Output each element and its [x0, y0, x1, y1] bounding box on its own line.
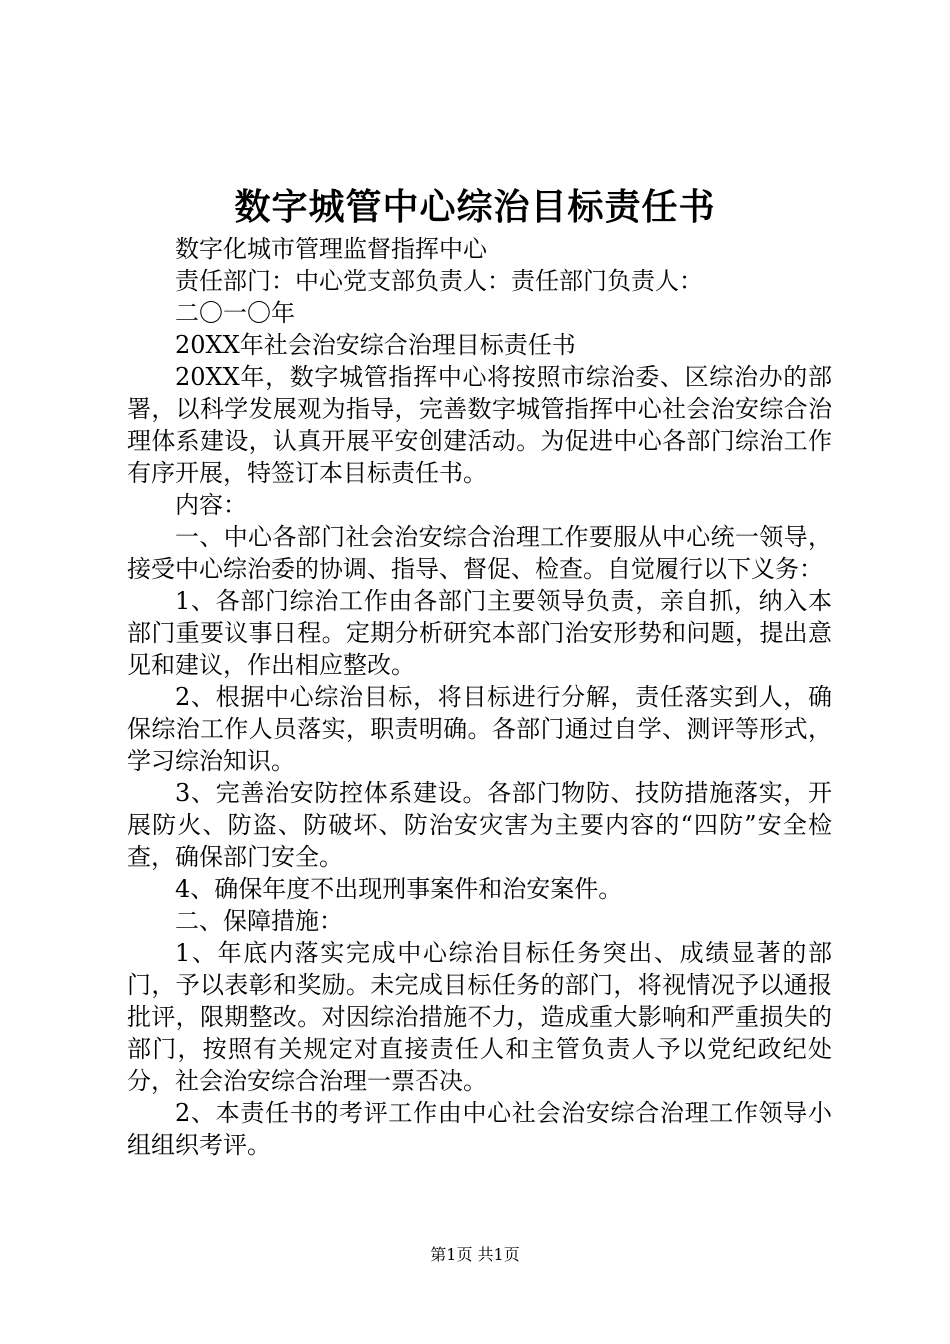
paragraph-measure-1: 1、年底内落实完成中心综治目标任务突出、成绩显著的部门，予以表彰和奖励。未完成目标任务的部门，将视情况予以通报批评，限期整改。对因综治措施不力，造成重大影响和严重损失的部门，按照有关规定对直接责任人和主管负责人予以党纪政纪处分，社会治安综合治理一票否决。 [127, 939, 832, 1095]
paragraph-section-one: 一、中心各部门社会治安综合治理工作要服从中心统一领导，接受中心综治委的协调、指导、督促、检查。自觉履行以下义务： [127, 523, 832, 583]
paragraph-item-3: 3、完善治安防控体系建设。各部门物防、技防措施落实，开展防火、防盗、防破坏、防治安灾害为主要内容的“四防”安全检查，确保部门安全。 [127, 779, 832, 871]
paragraph-subtitle: 20XX年社会治安综合治理目标责任书 [175, 331, 576, 359]
page-footer: 第1页 共1页 [430, 1245, 520, 1264]
paragraph-center-name: 数字化城市管理监督指挥中心 [175, 235, 487, 263]
paragraph-measure-2: 2、本责任书的考评工作由中心社会治安综合治理工作领导小组组织考评。 [127, 1099, 832, 1159]
paragraph-item-1: 1、各部门综治工作由各部门主要领导负责，亲自抓，纳入本部门重要议事日程。定期分析研究本部门治安形势和问题，提出意见和建议，作出相应整改。 [127, 587, 832, 679]
paragraph-item-4: 4、确保年度不出现刑事案件和治安案件。 [175, 875, 623, 903]
paragraph-responsible-dept: 责任部门：中心党支部负责人：责任部门负责人： [175, 267, 703, 295]
paragraph-item-2: 2、根据中心综治目标，将目标进行分解，责任落实到人，确保综治工作人员落实，职责明确。各部门通过自学、测评等形式，学习综治知识。 [127, 683, 832, 775]
document-body [127, 233, 832, 1161]
document-title: 数字城管中心综治目标责任书 [234, 187, 716, 228]
paragraph-year: 二〇一〇年 [175, 299, 295, 327]
paragraph-section-two: 二、保障措施： [175, 907, 343, 935]
paragraph-content-heading: 内容： [175, 491, 247, 519]
paragraph-intro: 20XX年，数字城管指挥中心将按照市综治委、区综治办的部署，以科学发展观为指导，完善数字城管指挥中心社会治安综合治理体系建设，认真开展平安创建活动。为促进中心各部门综治工作有序开展，特签订本目标责任书。 [127, 363, 832, 487]
